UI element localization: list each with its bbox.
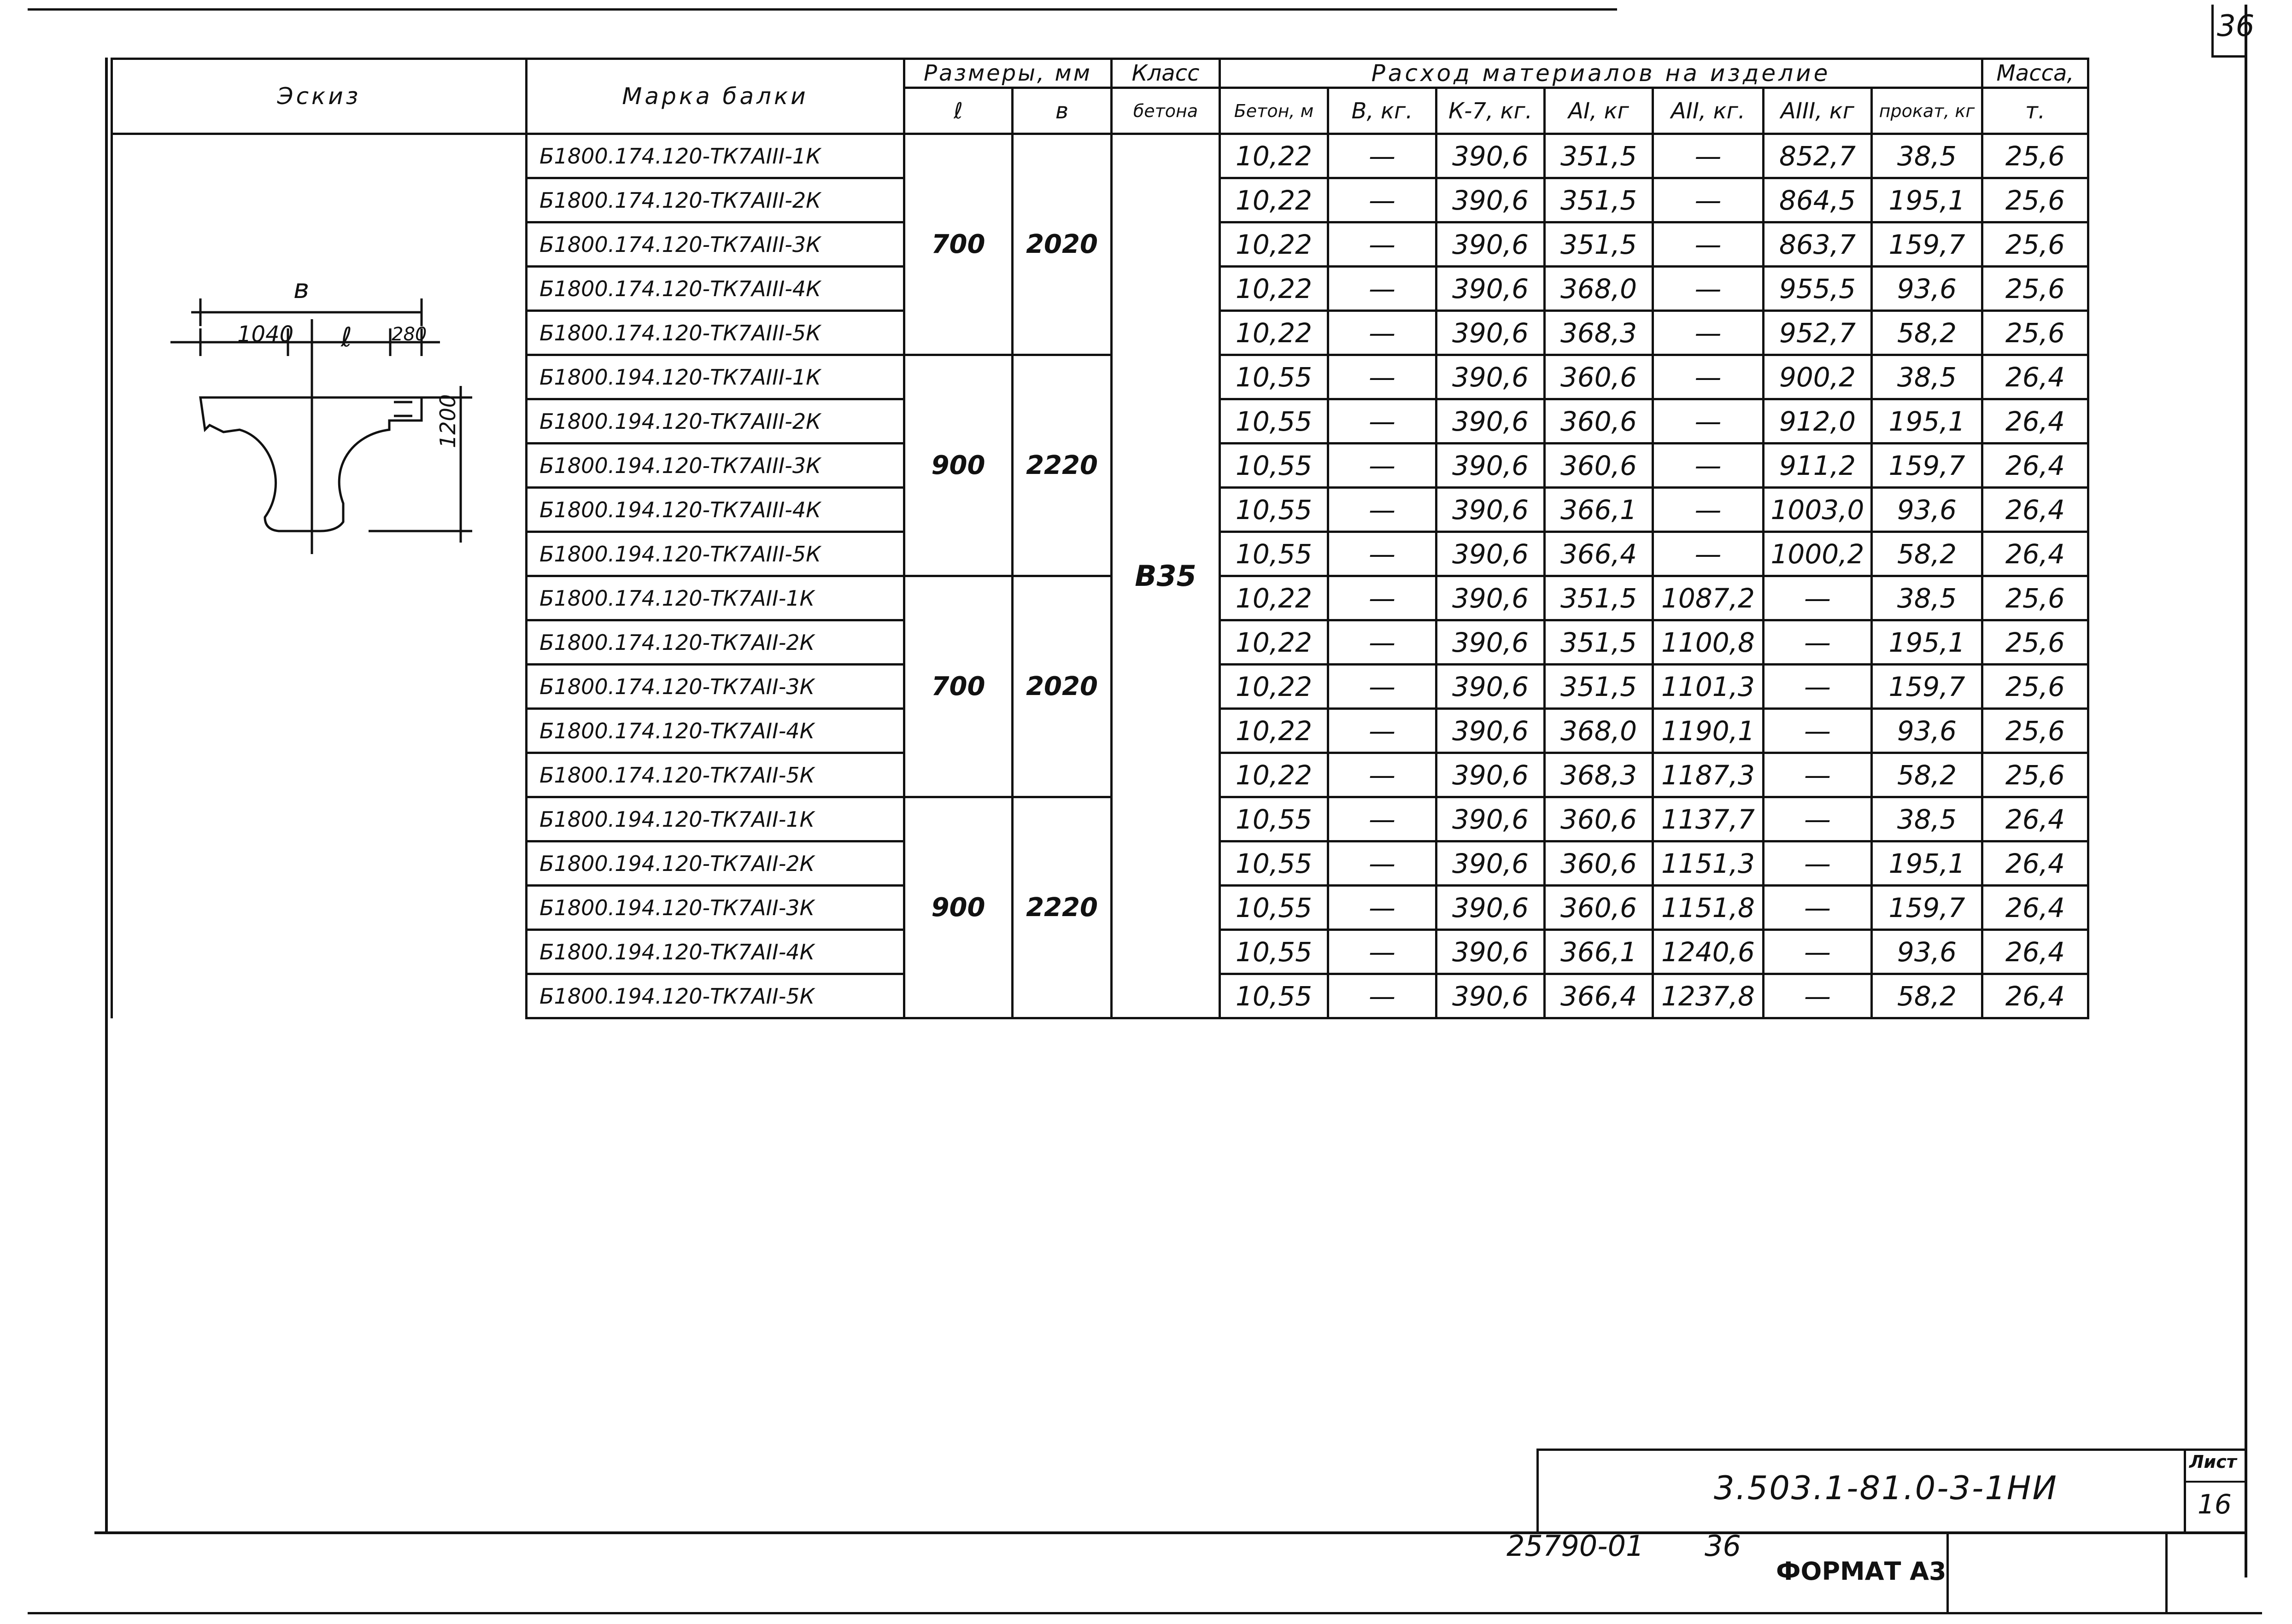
archive-number: 25790-01 [1507,1529,1644,1563]
sheet-label: Лист [2189,1452,2237,1472]
k7-cell: 390,6 [1436,399,1545,444]
v-cell: — [1328,222,1436,267]
mass-cell: 26,4 [1982,930,2088,974]
beam-mark: Б1800.174.120-ТК7АII-1К [527,576,904,620]
beam-mark: Б1800.174.120-ТК7АII-5К [527,753,904,797]
k7-cell: 390,6 [1436,974,1545,1018]
a1-cell: 368,0 [1545,267,1653,311]
mass-cell: 25,6 [1982,311,2088,355]
v-cell: — [1328,399,1436,444]
frame-right-line [2245,5,2247,1577]
format-box-right [2165,1533,2168,1612]
header-a1: АI, кг [1545,88,1653,134]
title-block-top [1536,1449,2246,1451]
a2-cell: — [1653,178,1764,222]
v-cell: — [1328,753,1436,797]
frame-left-line [105,58,108,1531]
v-cell: — [1328,930,1436,974]
top-edge-line [28,8,1617,11]
beam-mark: Б1800.174.120-ТК7АIII-2К [527,178,904,222]
a2-cell: 1151,8 [1653,886,1764,930]
v-cell: — [1328,841,1436,886]
v-cell: — [1328,620,1436,665]
concrete-cell: 10,55 [1220,444,1328,488]
sketch-label-1040: 1040 [237,321,294,347]
a1-cell: 351,5 [1545,665,1653,709]
mass-cell: 25,6 [1982,222,2088,267]
k7-cell: 390,6 [1436,709,1545,753]
mass-cell: 26,4 [1982,841,2088,886]
mass-cell: 25,6 [1982,267,2088,311]
beam-mark: Б1800.194.120-ТК7АII-5К [527,974,904,1018]
a3-cell: — [1764,974,1872,1018]
concrete-cell: 10,22 [1220,620,1328,665]
concrete-cell: 10,22 [1220,709,1328,753]
rolled-cell: 159,7 [1872,665,1982,709]
header-v: В, кг. [1328,88,1436,134]
size-l-cell: 900 [904,355,1013,576]
size-b-cell: 2020 [1013,134,1112,355]
mass-cell: 25,6 [1982,134,2088,178]
concrete-cell: 10,22 [1220,665,1328,709]
sheet-page-number: 36 [2217,9,2255,43]
format-label: ФОРМАТ А3 [1776,1557,1946,1586]
header-mass-top: Масса, [1982,59,2088,88]
mass-cell: 26,4 [1982,444,2088,488]
a1-cell: 351,5 [1545,222,1653,267]
concrete-cell: 10,22 [1220,311,1328,355]
a1-cell: 351,5 [1545,134,1653,178]
beam-mark: Б1800.174.120-ТК7АII-2К [527,620,904,665]
a1-cell: 368,3 [1545,311,1653,355]
v-cell: — [1328,488,1436,532]
mass-cell: 26,4 [1982,399,2088,444]
concrete-cell: 10,55 [1220,930,1328,974]
beam-mark: Б1800.194.120-ТК7АIII-3К [527,444,904,488]
rolled-cell: 93,6 [1872,267,1982,311]
mass-cell: 25,6 [1982,620,2088,665]
k7-cell: 390,6 [1436,134,1545,178]
concrete-cell: 10,55 [1220,974,1328,1018]
concrete-cell: 10,55 [1220,841,1328,886]
rolled-cell: 58,2 [1872,753,1982,797]
v-cell: — [1328,355,1436,399]
a3-cell: — [1764,841,1872,886]
a1-cell: 366,4 [1545,532,1653,576]
k7-cell: 390,6 [1436,222,1545,267]
frame-bottom-line [94,1531,2247,1534]
a2-cell: — [1653,267,1764,311]
sheet-number: 16 [2198,1489,2232,1520]
concrete-cell: 10,55 [1220,886,1328,930]
v-cell: — [1328,576,1436,620]
a1-cell: 366,1 [1545,930,1653,974]
a2-cell: — [1653,134,1764,178]
size-b-cell: 2020 [1013,576,1112,797]
sketch-cell [112,134,527,1018]
concrete-cell: 10,22 [1220,134,1328,178]
rolled-cell: 195,1 [1872,620,1982,665]
rolled-cell: 159,7 [1872,222,1982,267]
k7-cell: 390,6 [1436,311,1545,355]
rolled-cell: 93,6 [1872,488,1982,532]
header-class-top: Класс [1112,59,1220,88]
a1-cell: 368,3 [1545,753,1653,797]
a3-cell: — [1764,930,1872,974]
k7-cell: 390,6 [1436,841,1545,886]
mass-cell: 25,6 [1982,576,2088,620]
sketch-label-1200: 1200 [435,394,460,448]
a2-cell: — [1653,444,1764,488]
concrete-cell: 10,55 [1220,399,1328,444]
rolled-cell: 58,2 [1872,974,1982,1018]
header-rolled: прокат, кг [1872,88,1982,134]
beam-mark: Б1800.194.120-ТК7АII-2К [527,841,904,886]
v-cell: — [1328,797,1436,841]
k7-cell: 390,6 [1436,178,1545,222]
document-code: 3.503.1-81.0-3-1НИ [1714,1469,2058,1507]
a1-cell: 360,6 [1545,841,1653,886]
a1-cell: 351,5 [1545,576,1653,620]
header-size-l: ℓ [904,88,1013,134]
k7-cell: 390,6 [1436,355,1545,399]
header-a3: АIII, кг [1764,88,1872,134]
a3-cell: 952,7 [1764,311,1872,355]
concrete-cell: 10,22 [1220,576,1328,620]
specification-table [111,58,2089,1019]
k7-cell: 390,6 [1436,576,1545,620]
k7-cell: 390,6 [1436,532,1545,576]
concrete-cell: 10,55 [1220,797,1328,841]
a3-cell: — [1764,709,1872,753]
rolled-cell: 159,7 [1872,886,1982,930]
sketch-label-b: в [293,273,310,304]
beam-mark: Б1800.194.120-ТК7АII-3К [527,886,904,930]
rolled-cell: 93,6 [1872,709,1982,753]
rolled-cell: 58,2 [1872,532,1982,576]
header-sizes: Размеры, мм [904,59,1112,88]
rolled-cell: 38,5 [1872,134,1982,178]
beam-mark: Б1800.194.120-ТК7АIII-4К [527,488,904,532]
header-a2: АII, кг. [1653,88,1764,134]
concrete-cell: 10,22 [1220,222,1328,267]
a3-cell: 911,2 [1764,444,1872,488]
header-consumption: Расход материалов на изделие [1220,59,1982,88]
rolled-cell: 93,6 [1872,930,1982,974]
mass-cell: 26,4 [1982,355,2088,399]
v-cell: — [1328,178,1436,222]
concrete-cell: 10,55 [1220,488,1328,532]
a1-cell: 360,6 [1545,444,1653,488]
v-cell: — [1328,267,1436,311]
v-cell: — [1328,532,1436,576]
beam-mark: Б1800.174.120-ТК7АII-4К [527,709,904,753]
a3-cell: 852,7 [1764,134,1872,178]
k7-cell: 390,6 [1436,665,1545,709]
k7-cell: 390,6 [1436,488,1545,532]
a3-cell: 900,2 [1764,355,1872,399]
a2-cell: — [1653,222,1764,267]
concrete-cell: 10,22 [1220,178,1328,222]
mass-cell: 26,4 [1982,488,2088,532]
k7-cell: 390,6 [1436,444,1545,488]
mass-cell: 25,6 [1982,178,2088,222]
mass-cell: 26,4 [1982,797,2088,841]
archive-page: 36 [1705,1529,1741,1563]
a3-cell: 864,5 [1764,178,1872,222]
beam-mark: Б1800.174.120-ТК7АIII-3К [527,222,904,267]
table-row [112,134,2088,178]
size-l-cell: 700 [904,134,1013,355]
a1-cell: 360,6 [1545,886,1653,930]
rolled-cell: 159,7 [1872,444,1982,488]
header-concrete: Бетон, м [1220,88,1328,134]
k7-cell: 390,6 [1436,753,1545,797]
size-l-cell: 700 [904,576,1013,797]
beam-section-drawing [113,135,527,596]
v-cell: — [1328,974,1436,1018]
mass-cell: 25,6 [1982,753,2088,797]
k7-cell: 390,6 [1436,620,1545,665]
a3-cell: — [1764,797,1872,841]
a1-cell: 360,6 [1545,399,1653,444]
a1-cell: 360,6 [1545,355,1653,399]
rolled-cell: 38,5 [1872,355,1982,399]
mass-cell: 26,4 [1982,532,2088,576]
a3-cell: 955,5 [1764,267,1872,311]
a3-cell: 1003,0 [1764,488,1872,532]
header-mass-bottom: т. [1982,88,2088,134]
header-k7: К-7, кг. [1436,88,1545,134]
sheet-cell-left [2184,1449,2186,1532]
v-cell: — [1328,444,1436,488]
a2-cell: 1100,8 [1653,620,1764,665]
a3-cell: 912,0 [1764,399,1872,444]
a2-cell: 1087,2 [1653,576,1764,620]
beam-mark: Б1800.174.120-ТК7АII-3К [527,665,904,709]
sheet-cell-divider [2184,1481,2246,1483]
a2-cell: — [1653,311,1764,355]
header-size-b: в [1013,88,1112,134]
a1-cell: 360,6 [1545,797,1653,841]
page-bottom-line [28,1612,2262,1614]
k7-cell: 390,6 [1436,797,1545,841]
title-block-left [1536,1449,1539,1532]
beam-mark: Б1800.194.120-ТК7АIII-2К [527,399,904,444]
v-cell: — [1328,709,1436,753]
k7-cell: 390,6 [1436,886,1545,930]
a3-cell: 1000,2 [1764,532,1872,576]
a1-cell: 366,1 [1545,488,1653,532]
a2-cell: — [1653,532,1764,576]
beam-mark: Б1800.194.120-ТК7АIII-5К [527,532,904,576]
page-box-left [2211,5,2214,58]
size-l-cell: 900 [904,797,1013,1018]
v-cell: — [1328,665,1436,709]
a2-cell: 1237,8 [1653,974,1764,1018]
a3-cell: — [1764,665,1872,709]
k7-cell: 390,6 [1436,267,1545,311]
a2-cell: 1190,1 [1653,709,1764,753]
a3-cell: — [1764,620,1872,665]
a1-cell: 351,5 [1545,178,1653,222]
mass-cell: 25,6 [1982,665,2088,709]
a2-cell: — [1653,488,1764,532]
a2-cell: 1137,7 [1653,797,1764,841]
header-sketch: Эскиз [112,59,527,134]
a1-cell: 366,4 [1545,974,1653,1018]
size-b-cell: 2220 [1013,797,1112,1018]
header-mark: Марка балки [527,59,904,134]
rolled-cell: 195,1 [1872,178,1982,222]
v-cell: — [1328,311,1436,355]
a1-cell: 351,5 [1545,620,1653,665]
a2-cell: — [1653,355,1764,399]
a3-cell: 863,7 [1764,222,1872,267]
concrete-cell: 10,55 [1220,532,1328,576]
mass-cell: 25,6 [1982,709,2088,753]
page-box-bottom [2211,55,2247,58]
v-cell: — [1328,134,1436,178]
size-b-cell: 2220 [1013,355,1112,576]
beam-mark: Б1800.194.120-ТК7АIII-1К [527,355,904,399]
sketch-label-280: 280 [392,324,427,345]
a2-cell: 1187,3 [1653,753,1764,797]
rolled-cell: 195,1 [1872,399,1982,444]
a3-cell: — [1764,753,1872,797]
a2-cell: 1101,3 [1653,665,1764,709]
beam-mark: Б1800.174.120-ТК7АIII-4К [527,267,904,311]
mass-cell: 26,4 [1982,974,2088,1018]
beam-mark: Б1800.174.120-ТК7АIII-5К [527,311,904,355]
concrete-class-cell: В35 [1112,134,1220,1018]
a2-cell: 1240,6 [1653,930,1764,974]
k7-cell: 390,6 [1436,930,1545,974]
rolled-cell: 38,5 [1872,797,1982,841]
beam-mark: Б1800.194.120-ТК7АII-1К [527,797,904,841]
sketch-label-l: ℓ [341,321,352,353]
beam-mark: Б1800.194.120-ТК7АII-4К [527,930,904,974]
rolled-cell: 58,2 [1872,311,1982,355]
beam-mark: Б1800.174.120-ТК7АIII-1К [527,134,904,178]
v-cell: — [1328,886,1436,930]
a1-cell: 368,0 [1545,709,1653,753]
rolled-cell: 195,1 [1872,841,1982,886]
format-box-left [1946,1533,1949,1612]
a3-cell: — [1764,886,1872,930]
concrete-cell: 10,22 [1220,753,1328,797]
mass-cell: 26,4 [1982,886,2088,930]
rolled-cell: 38,5 [1872,576,1982,620]
a2-cell: 1151,3 [1653,841,1764,886]
a2-cell: — [1653,399,1764,444]
concrete-cell: 10,22 [1220,267,1328,311]
concrete-cell: 10,55 [1220,355,1328,399]
header-class-bottom: бетона [1112,88,1220,134]
a3-cell: — [1764,576,1872,620]
